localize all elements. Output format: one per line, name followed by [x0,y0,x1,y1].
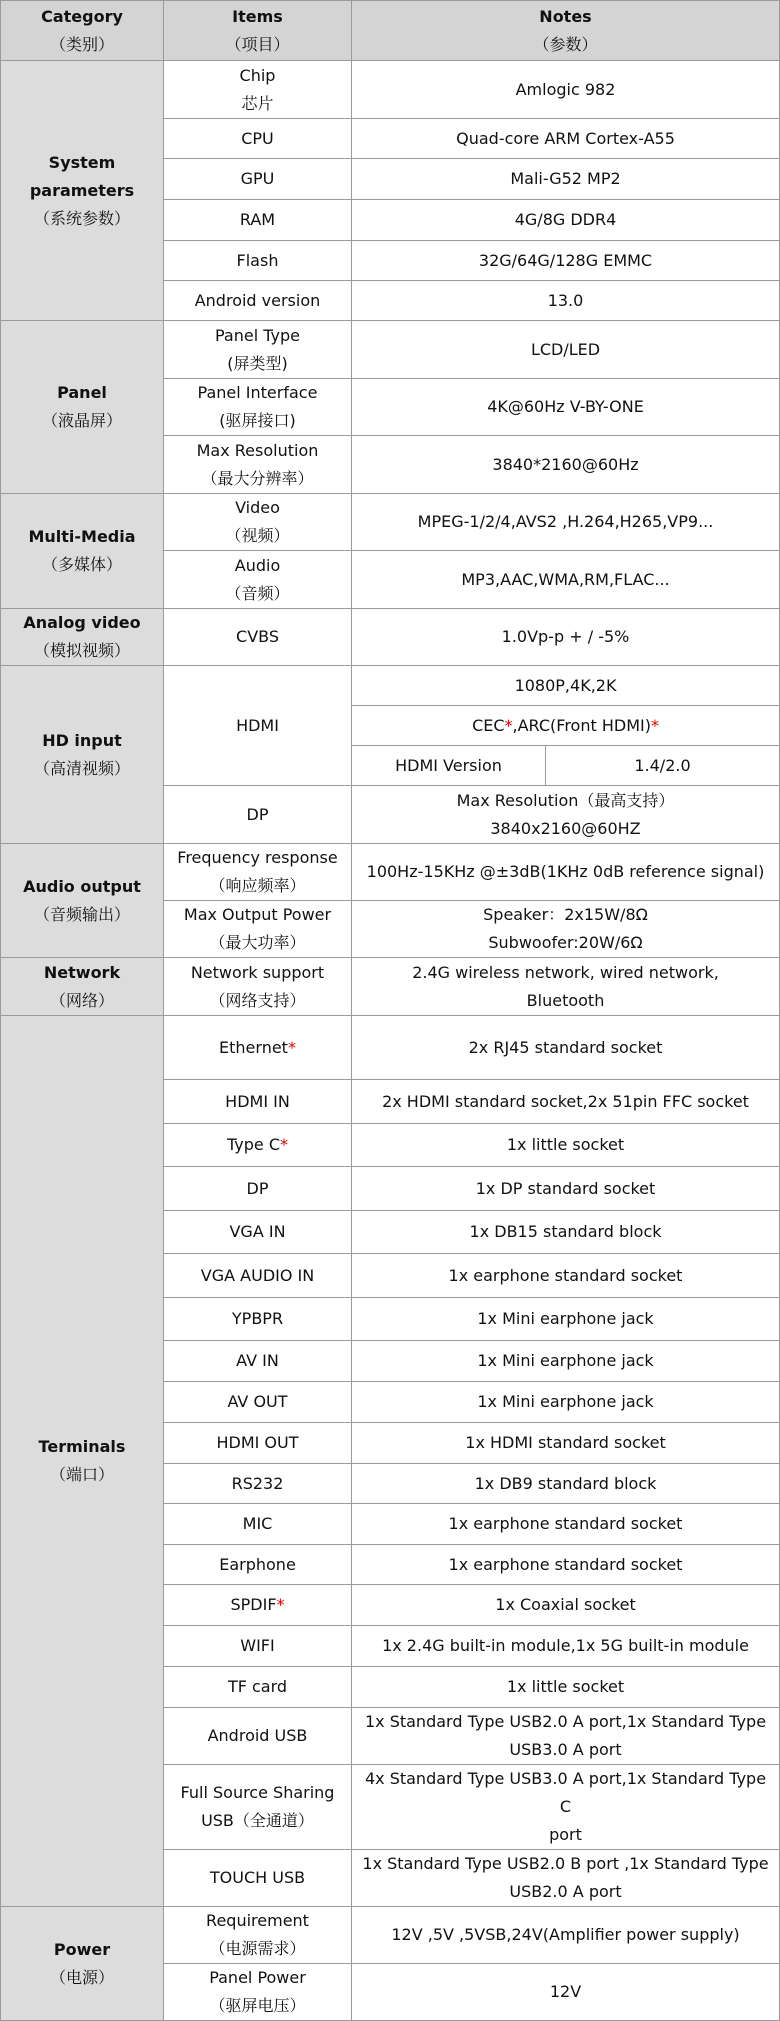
category-power: Power （电源） [1,1907,164,2021]
item-spdif: SPDIF* [164,1585,352,1626]
category-system: System parameters （系统参数） [1,61,164,321]
value-frequency-response: 100Hz-15KHz @±3dB(1KHz 0dB reference signal) [352,844,780,901]
value-ethernet: 2x RJ45 standard socket [352,1016,780,1080]
item-av-in: AV IN [164,1341,352,1382]
value-vga-in: 1x DB15 standard block [352,1211,780,1254]
required-mark: * [280,1135,288,1154]
item-dp-port: DP [164,1167,352,1211]
item-wifi: WIFI [164,1626,352,1667]
category-network: Network （网络） [1,958,164,1016]
table-row [1,844,780,901]
item-panel-interface: Panel Interface (驱屏接口) [164,379,352,436]
item-gpu: GPU [164,159,352,200]
table-row [1,494,780,551]
item-cpu: CPU [164,119,352,159]
value-mic: 1x earphone standard socket [352,1504,780,1545]
value-panel-power: 12V [352,1964,780,2021]
value-cvbs: 1.0Vp-p + / -5% [352,609,780,666]
item-panel-type: Panel Type (屏类型) [164,321,352,379]
item-dp: DP [164,786,352,844]
value-dp: Max Resolution（最高支持） 3840x2160@60HZ [352,786,780,844]
item-full-source-sharing-usb: Full Source Sharing USB（全通道） [164,1765,352,1850]
item-max-resolution: Max Resolution （最大分辨率） [164,436,352,494]
required-mark: * [287,1037,296,1057]
value-type-c: 1x little socket [352,1124,780,1167]
value-gpu: Mali-G52 MP2 [352,159,780,200]
item-hdmi: HDMI [164,666,352,786]
value-hdmi-formats: 1080P,4K,2K [352,666,780,706]
value-tf-card: 1x little socket [352,1667,780,1708]
item-tf-card: TF card [164,1667,352,1708]
table-row [1,321,780,379]
value-hdmi-cec-arc: CEC*,ARC(Front HDMI)* [352,706,780,746]
value-audio: MP3,AAC,WMA,RM,FLAC... [352,551,780,609]
value-panel-type: LCD/LED [352,321,780,379]
table-row [1,1016,780,1080]
value-power-requirement: 12V ,5V ,5VSB,24V(Amplifier power supply) [352,1907,780,1964]
header-row [1,1,780,61]
item-power-requirement: Requirement （电源需求） [164,1907,352,1964]
item-rs232: RS232 [164,1464,352,1504]
item-network-support: Network support （网络支持） [164,958,352,1016]
item-earphone: Earphone [164,1545,352,1585]
value-spdif: 1x Coaxial socket [352,1585,780,1626]
item-vga-audio-in: VGA AUDIO IN [164,1254,352,1298]
table-row [1,609,780,666]
value-network-support: 2.4G wireless network, wired network, Bluetooth [352,958,780,1016]
value-hdmi-in: 2x HDMI standard socket,2x 51pin FFC socket [352,1080,780,1124]
item-android-usb: Android USB [164,1708,352,1765]
item-cvbs: CVBS [164,609,352,666]
item-flash: Flash [164,241,352,281]
item-frequency-response: Frequency response （响应频率） [164,844,352,901]
table-row [1,666,780,706]
item-type-c: Type C* [164,1124,352,1167]
value-rs232: 1x DB9 standard block [352,1464,780,1504]
value-android-version: 13.0 [352,281,780,321]
value-hdmi-version: 1.4/2.0 [546,746,780,786]
item-ethernet: Ethernet* [164,1016,352,1080]
value-dp-port: 1x DP standard socket [352,1167,780,1211]
value-av-in: 1x Mini earphone jack [352,1341,780,1382]
item-audio: Audio （音频） [164,551,352,609]
required-mark: * [276,1595,285,1614]
value-av-out: 1x Mini earphone jack [352,1382,780,1423]
value-ram: 4G/8G DDR4 [352,200,780,241]
item-video: Video （视频） [164,494,352,551]
value-video: MPEG-1/2/4,AVS2 ,H.264,H265,VP9... [352,494,780,551]
value-ypbpr: 1x Mini earphone jack [352,1298,780,1341]
required-mark: * [504,715,513,735]
item-touch-usb: TOUCH USB [164,1850,352,1907]
value-wifi: 1x 2.4G built-in module,1x 5G built-in module [352,1626,780,1667]
value-chip: Amlogic 982 [352,61,780,119]
value-full-source-sharing-usb: 4x Standard Type USB3.0 A port,1x Standard Type C port [352,1765,780,1850]
item-android-version: Android version [164,281,352,321]
header-items: Items （项目） [164,1,352,61]
value-touch-usb: 1x Standard Type USB2.0 B port ,1x Standard Type USB2.0 A port [352,1850,780,1907]
item-ypbpr: YPBPR [164,1298,352,1341]
table-row [1,958,780,1016]
value-vga-audio-in: 1x earphone standard socket [352,1254,780,1298]
item-hdmi-version: HDMI Version [352,746,546,786]
required-mark: * [650,715,659,735]
item-max-output-power: Max Output Power （最大功率） [164,901,352,958]
value-flash: 32G/64G/128G EMMC [352,241,780,281]
header-notes: Notes （参数） [352,1,780,61]
table-row [1,61,780,119]
item-vga-in: VGA IN [164,1211,352,1254]
category-hd-input: HD input （高清视频） [1,666,164,844]
value-max-output-power: Speaker：2x15W/8Ω Subwoofer:20W/6Ω [352,901,780,958]
item-chip: Chip 芯片 [164,61,352,119]
value-android-usb: 1x Standard Type USB2.0 A port,1x Standard Type USB3.0 A port [352,1708,780,1765]
category-multimedia: Multi-Media （多媒体） [1,494,164,609]
value-max-resolution: 3840*2160@60Hz [352,436,780,494]
item-hdmi-out: HDMI OUT [164,1423,352,1464]
category-panel: Panel （液晶屏） [1,321,164,494]
value-hdmi-out: 1x HDMI standard socket [352,1423,780,1464]
item-av-out: AV OUT [164,1382,352,1423]
value-cpu: Quad-core ARM Cortex-A55 [352,119,780,159]
value-earphone: 1x earphone standard socket [352,1545,780,1585]
category-audio-output: Audio output （音频输出） [1,844,164,958]
item-hdmi-in: HDMI IN [164,1080,352,1124]
category-analog-video: Analog video （模拟视频） [1,609,164,666]
item-mic: MIC [164,1504,352,1545]
item-ram: RAM [164,200,352,241]
value-panel-interface: 4K@60Hz V-BY-ONE [352,379,780,436]
table-row [1,1907,780,1964]
category-terminals: Terminals （端口） [1,1016,164,1907]
item-panel-power: Panel Power （驱屏电压） [164,1964,352,2021]
header-category: Category （类别） [1,1,164,61]
